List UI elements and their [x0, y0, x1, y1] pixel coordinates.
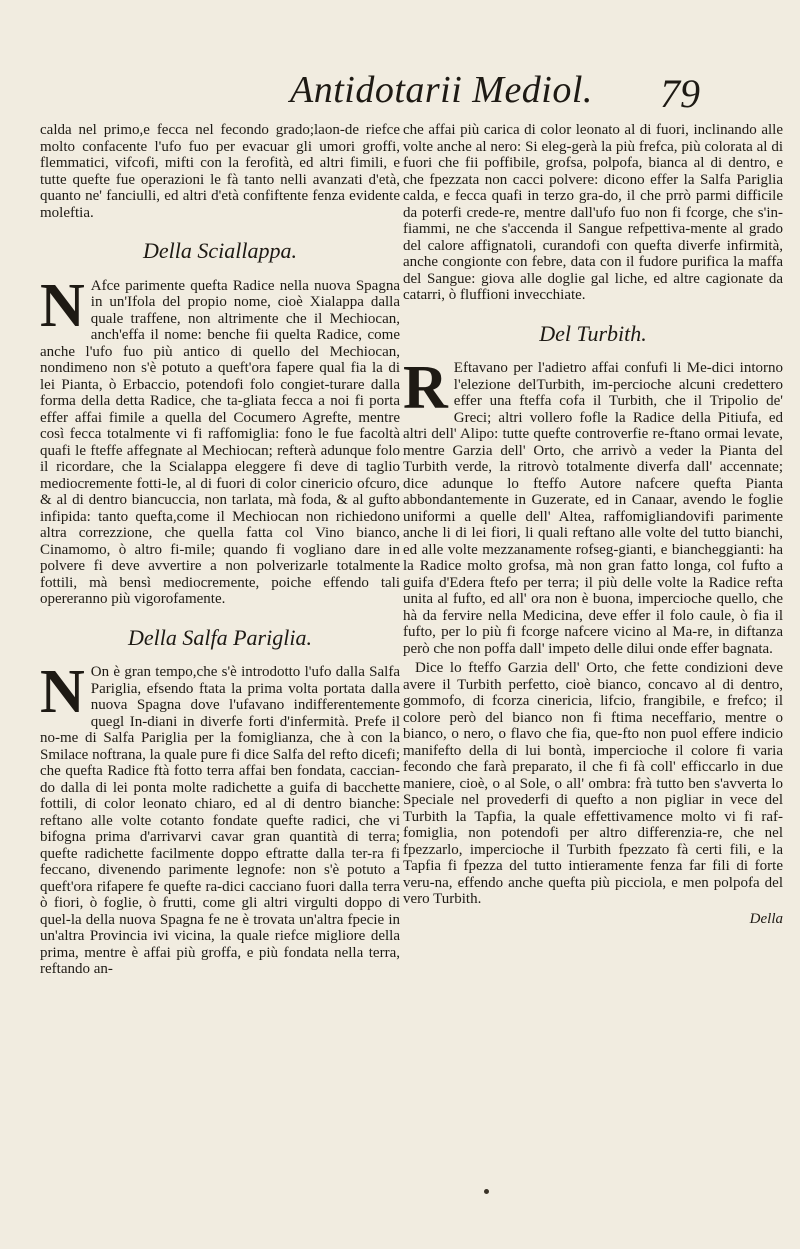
page-header	[60, 68, 760, 128]
catchword: Della	[749, 910, 783, 927]
section-title-sciallappa: Della Sciallappa.	[143, 238, 297, 263]
drop-cap: N	[40, 271, 85, 340]
paragraph: On è gran tempo,che s'è introdotto l'ufo dalla Salfa Pariglia, efsendo ftata la prima volta portata dalla nuova Spagna dove l'ufavano indifferentemente quegl In-diani in diverfe forti d'infermità. Prefe il no-me di Salfa Pariglia per la fomiglianza, che à con la Smilace noftrana, la quale pure fi dice Salfa del refto dicefi; che quefta Radice ftà fotto terra affai ben fondata, caccian-do dalla di lei ponta molte radichette a guifa di bacchette fottili, di color leonato chiaro, ed al di dentro bianche: reftano alle volte cotanto fondate quefte radici, che vi bifogna prima d'arrivarvi cavar gran quantità di terra; quefte radichette facilmente doppo eftratte dalla ter-ra fi feccano, divenendo parimente legnofe: non s'è potuto a queft'ora rifapere fe quefte ra-dici cacciano fuori dalla terra ò fiori, ò foglie, ò frutti, come gli altri virgulti doppo di quel-la della nuova Spagna fe ne è trovata un'altra fpecie in un'altra Provincia ivi vicina, la quale riefce migliore della prima, mentre è affai più groffa, e più fondata nella terra, reftando an-	[40, 664, 400, 977]
section-body	[40, 271, 400, 608]
paragraph: Afce parimente quefta Radice nella nuova Spagna in un'Ifola del propio nome, cioè Xialappa dalla quale traffene, non altrimente che il Mechiocan, anch'effa il nome: benche fii quelta Radice, come anche l'ufo fuo più antico di quello del Mechiocan, nondimeno non s'è potuto a queft'ora fapere qual fia la di lei Pianta, ò Erbaccio, potendofi folo congiet-turare dalla forma della detta Radice, che ta-gliata fecca a noi fi porta effer affai fimile a quella del Cocumero Agrefte, mentre così fecca totalmente vi fi raffomiglia: fono le fue facoltà quafi le fteffe affegnate al Mechiocan; refterà adunque folo il ricordare, che la Scialappa eleggere fi deve di taglio mediocremente fotti-le, al di fuori di color cinericio ofcuro, & al di dentro biancuccia, non tarlata, mà foda, & al gufto infipida: tanto quefta,come il Mechiocan non richiedono altra correzzione, che quella fatta col Vino bianco, Cinamomo, ò altro fi-mile; quando fi vogliano dare in polvere fi deve avvertire a non polverizarle totalmente fottili, mà bensì mediocremente, poiche effendo tali opereranno più vigorofamente.	[40, 277, 400, 607]
page-number: 79	[660, 71, 700, 116]
drop-cap: R	[403, 354, 448, 422]
paragraph: Dice lo fteffo Garzia dell' Orto, che fette condizioni deve avere il Turbith perfetto, cioè bianco, concavo al di dentro, gommofo, di fcorza cinericia, lifcio, frangibile, e frefco; il colore però del bianco non fi ftima neceffario, mentre o bianco, o nero, o flavo che fia, que-fto non puol effere indicio manifefto della di lui bontà, impercioche il colore fi varia fecondo che farà preparato, il che fi fà coll' efficcarlo in due maniere, cioè, o al Sole, o all' ombra: frà tutto ben s'avverta lo Speciale nel provederfi di quefto a non pigliar in vece del Turbith la Tapfia, la quale effettivamence molto vi fi raf-fomiglia, non potendofi per altro differenzia-re, che nel fpezzarlo, impercioche il Turbith fpezzato fà certi fili, e la Tapfia fi fpezza del tutto intieramente fenza far fili di forte veru-na, effendo anche quefta più picciola, e men polpofa del vero Turbith.	[403, 660, 783, 907]
section-body	[403, 354, 783, 657]
left-column	[40, 122, 400, 981]
section-body	[40, 658, 400, 978]
drop-cap: N	[40, 658, 85, 726]
paragraph: che affai più carica di color leonato al di fuori, inclinando alle volte anche al nero: Si eleg-gerà la più frefca, più colorata al di fuori che fii poffibile, grofsa, polpofa, bianca al di dentro, e che fpezzata non cacci polvere: dicono effer la Salfa Pariglia calda, e fecca quafi in terzo gra-do, il che prrò parmi difficile da poterfi crede-re, mentre dall'ufo fuo non fi fcorge, che s'in-fiammi, ne che s'accenda il Sangue refpettiva-mente al grado del calore affignatoli, curandofi con quefta diverfe infirmità, anche congionte con febre, data con il fudore purifica la maffa del Sangue: giova alle doglie gal liche, ed altre cagionate da catarri, ò fluffioni invecchiate.	[403, 122, 783, 303]
paragraph: calda nel primo,e fecca nel fecondo grado;laon-de riefce molto confacente l'ufo fuo per evacuar gli umori groffi, flemmatici, vifcofi, mifti con la ferofità, ed altri fimili, e tutte quefte fue operazioni le fà tanto nelli avanzati d'età, quanto ne' fanciulli, ed altri d'età confiftente fenza evidente moleftia.	[40, 122, 400, 221]
ink-spot	[484, 1189, 489, 1194]
running-head: Antidotarii Mediol.	[290, 69, 593, 111]
section-title-turbith: Del Turbith.	[539, 320, 647, 346]
section-title-salsa-pariglia: Della Salfa Pariglia.	[128, 624, 312, 650]
right-column	[403, 122, 783, 927]
paragraph: Eftavano per l'adietro affai confufi li Me-dici intorno l'elezione delTurbith, im-percioche alcuni credettero effer una fteffa cofa il Turbith, che il Tripolio de' Greci; altri vollero fofle la Radice della Pitiufa, ed altri dell' Alipo: tutte quefte controverfie re-ftano ormai levate, mentre Garzia dell' Orto, che arrivò a veder la Pianta del Turbith verde, la ritrovò totalmente diverfa dall' accennate; dice adunque lo fteffo Autore nafcere quefta Pianta abbondantemente in Guzerate, ed in Canaar, avendo le foglie uniformi a quelle dell' Altea, raffomigliandovifi parimente anche li di lei fiori, li quali reftano alle volte del tutto bianchi, ed alle volte mezzanamente rofseg-gianti, e biancheggianti: ha la Radice molto grofsa, mà non gran fatto longa, col fufto a guifa d'Edera ftefo per terra; il più delle volte la Radice refta unita al fufto, ed all' ora non è buona, impercioche quello, che hà da fervire nella Medicina, deve effer il folo caule, ò fia il fufto, per lo più fi fcorge nafcere vicino al Ma-re, in diftanza però che non poffa dall' impeto delle dilui onde effer bagnata.	[403, 360, 783, 657]
